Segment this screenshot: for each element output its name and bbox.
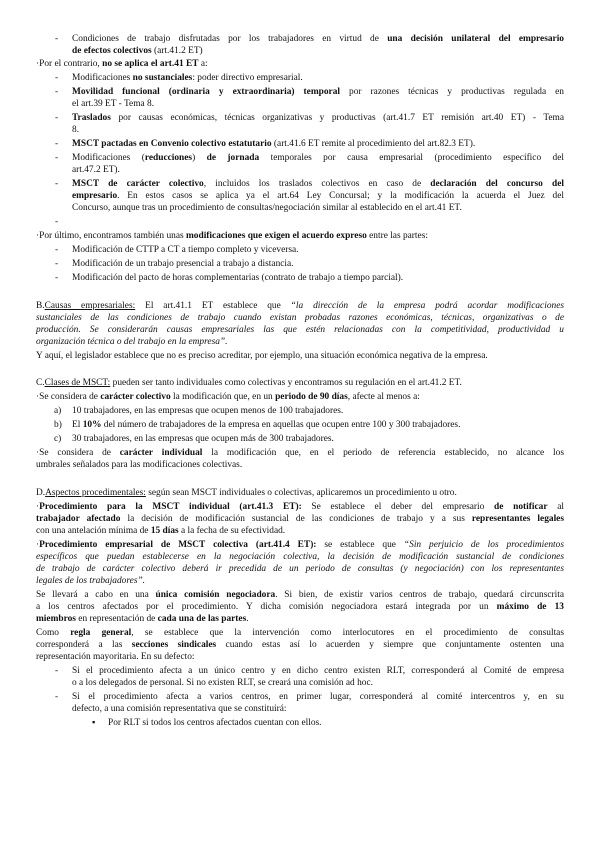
text-line: El 10% del número de trabajadores de la empresa en aquellas que ocupen entre 100 y 300 trabajadores. (72, 420, 461, 430)
text-line: Si el procedimiento afecta a un único centro y en dicho centro existen RLT, corresponderá al Comité de empresa (72, 666, 564, 676)
text-line: de trabajo de carácter colectivo deberá ir precedida de un periodo de consultas (y negociación) con los representantes (36, 564, 564, 574)
list-bullet: - (55, 259, 59, 269)
text-line: MSCT de carácter colectivo, incluidos los traslados colectivos en caso de declaración del concurso del (72, 179, 564, 189)
text-line: representación mayoritaria. En su defecto: (36, 652, 195, 662)
text-line: ·Por último, encontramos también unas modificaciones que exigen el acuerdo expreso entre las partes: (36, 231, 428, 241)
list-bullet: - (55, 73, 59, 83)
list-bullet: - (55, 87, 59, 97)
text-line: ·Se considera de carácter individual la modificación que, en el periodo de referencia establecido, no alcance los (36, 448, 564, 458)
text-line: organización técnica o del trabajo en la empresa”. (36, 337, 228, 347)
text-line: umbrales señalados para las modificaciones colectivas. (36, 460, 243, 470)
text-line: de efectos colectivos (art.41.2 ET) (72, 46, 203, 56)
text-line: Modificaciones (reducciones) de jornada temporales por causa empresarial (procedimiento específico del (72, 153, 565, 163)
text-line: legales de los trabajadores”. (36, 576, 146, 586)
text-line: Modificaciones no sustanciales: poder directivo empresarial. (72, 73, 303, 83)
text-line: defecto, a una comisión representativa que se constituirá: (72, 704, 287, 714)
text-line: sustanciales de las condiciones de trabajo cuando existan probadas razones económicas, técnicas, organizativas o de (36, 313, 564, 323)
text-line: Traslados por causas económicas, técnicas organizativas y productivas (art.41.7 ET remisión art.40 ET) - Tema (72, 113, 564, 123)
list-bullet: - (55, 34, 59, 44)
text-line: Modificación de CTTP a CT a tiempo completo y viceversa. (72, 245, 299, 255)
text-line: Condiciones de trabajo disfrutadas por los trabajadores en virtud de una decisión unilateral del empresario (72, 34, 564, 44)
text-line: o a los delegados de personal. Si no existen RLT, se creará una comisión ad hoc. (72, 678, 373, 688)
text-line: Como regla general, se establece que la intervención como interlocutores en el procedimiento de consultas (36, 628, 564, 638)
text-line: ·Procedimiento para la MSCT individual (art.41.3 ET): Se establece el deber del empresario de notificar al (36, 502, 564, 512)
text-line: Por RLT si todos los centros afectados cuentan con ellos. (108, 718, 322, 728)
text-line: trabajador afectado la decisión de modificación sustancial de las condiciones de trabajo y a sus representantes legales (36, 514, 564, 524)
text-line: Modificación de un trabajo presencial a trabajo a distancia. (72, 259, 294, 269)
list-bullet: - (55, 273, 59, 283)
text-line: Se llevará a cabo en una única comisión negociadora. Si bien, de existir varios centros de trabajo, quedará circunscrita (36, 590, 564, 600)
text-line: empresario. En estos casos se aplica ya el art.64 Ley Concursal; y la modificación la acuerda el Juez del (72, 191, 564, 201)
list-bullet: - (55, 179, 59, 189)
list-bullet: - (55, 217, 59, 227)
list-bullet: - (55, 139, 59, 149)
list-bullet: - (55, 666, 59, 676)
text-line: Concurso, aunque tras un procedimiento de consultas/negociación similar al establecido en el art.41 ET. (72, 203, 462, 213)
text-line: 10 trabajadores, en las empresas que ocupen menos de 100 trabajadores. (72, 406, 344, 416)
list-bullet: c) (54, 434, 62, 444)
text-line: producción. Se considerarán causas empresariales las que estén relacionadas con la competitividad, productividad u (36, 325, 564, 335)
text-line: 30 trabajadores, en las empresas que ocupen más de 300 trabajadores. (72, 434, 334, 444)
list-bullet: - (55, 692, 59, 702)
text-line: MSCT pactadas en Convenio colectivo estatutario (art.41.6 ET remite al procedimiento del art.82.3 ET). (72, 139, 476, 149)
text-line: ·Se considera de carácter colectivo la modificación que, en un periodo de 90 días, afecte al menos a: (36, 392, 420, 402)
text-line: Modificación del pacto de horas complementarias (contrato de trabajo a tiempo parcial). (72, 273, 404, 283)
list-bullet: - (55, 153, 59, 163)
list-bullet: - (55, 245, 59, 255)
text-line: miembros en representación de cada una de las partes. (36, 614, 249, 624)
text-line: Si el procedimiento afecta a varios centros, en primer lugar, corresponderá al comité intercentros y, en su (72, 692, 564, 702)
text-line: Y aquí, el legislador establece que no es preciso acreditar, por ejemplo, una situación económica negativa de la empresa. (36, 351, 488, 361)
list-bullet: - (55, 113, 59, 123)
list-bullet: ▪ (92, 718, 96, 728)
text-line: específicos que puedan establecerse en la negociación colectiva, la decisión de modificación sustancial de condiciones (36, 552, 564, 562)
text-line: el art.39 ET - Tema 8. (72, 99, 155, 109)
text-line: corresponderá a las secciones sindicales cuando estas así lo acuerden y siempre que conjuntamente ostenten una (36, 640, 564, 650)
text-line: con una antelación mínima de 15 días a la fecha de su efectividad. (36, 526, 286, 536)
text-line: ·Por el contrario, no se aplica el art.41 ET a: (36, 59, 208, 69)
text-line: B.Causas empresariales: El art.41.1 ET establece que “la dirección de la empresa podrá acordar modificaciones (36, 301, 565, 311)
text-line: C.Clases de MSCT: pueden ser tanto individuales como colectivas y encontramos su regulación en el art.41.2 ET. (36, 378, 462, 388)
text-line: Movilidad funcional (ordinaria y extraordinaria) temporal por razones técnicas y productivas regulada en (72, 87, 564, 97)
text-line: art.47.2 ET). (72, 165, 120, 175)
text-line: a los centros afectados por el procedimiento. Y dicha comisión negociadora estará integrada por un máximo de 13 (36, 602, 564, 612)
list-bullet: a) (54, 406, 62, 416)
text-line: 8. (72, 125, 80, 135)
list-bullet: b) (54, 420, 62, 430)
text-line: ·Procedimiento empresarial de MSCT colectiva (art.41.4 ET): se establece que “Sin perjuicio de los procedimientos (36, 540, 564, 550)
text-line: D.Aspectos procedimentales: según sean MSCT individuales o colectivas, aplicaremos un procedimiento u otro. (36, 488, 457, 498)
